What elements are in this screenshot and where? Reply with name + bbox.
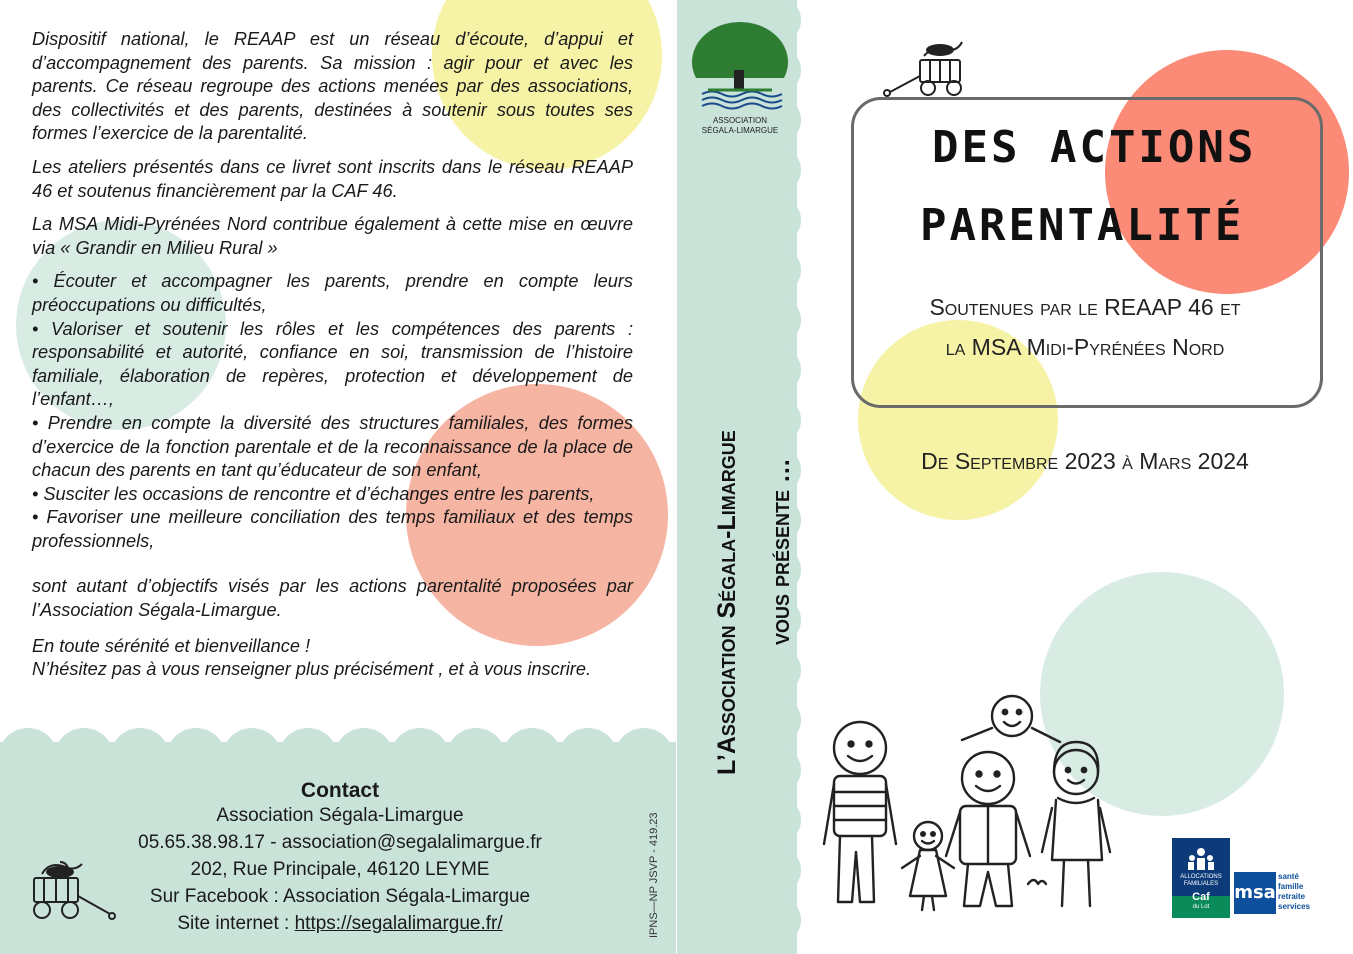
list-item: • Prendre en compte la diversité des structures familiales, des formes d’exercice de la fonction parentale et de la reconnaissance de la place de chacun des parents en tant qu’éducateur de son enfant,	[32, 412, 633, 481]
spine-title-line-2: vous présente …	[767, 458, 795, 645]
logo-text-line-2: SÉGALA-LIMARGUE	[701, 126, 779, 135]
caf-line-1: ALLOCATIONS	[1180, 874, 1222, 880]
closing-line-1: En toute sérénité et bienveillance !	[32, 635, 311, 656]
spine-title	[700, 430, 808, 775]
cover-title-line-2: PARENTALITÉ	[920, 200, 1245, 251]
list-item: • Écouter et accompagner les parents, prendre en compte leurs préoccupations ou difficultés,	[32, 271, 633, 315]
contact-block	[100, 780, 580, 937]
msa-tag-4: services	[1278, 902, 1311, 911]
caf-logo-text	[1172, 874, 1230, 911]
dog-wagon-top-icon	[880, 36, 976, 100]
paragraph-reaap: Dispositif national, le REAAP est un réseau d’écoute, d’appui et d’accompagnement des parents. Sa mission : agir pour et avec les parents. Ce réseau regroupe des actions menées par des associations, des collectivités et des parents, destinées à soutenir sous toutes ses formes l’exercice de la parentalité.	[32, 29, 633, 144]
scallop-edge	[0, 718, 676, 758]
contact-website	[100, 910, 580, 937]
website-label: Site internet :	[177, 913, 295, 934]
list-item: • Valoriser et soutenir les rôles et les compétences des parents : responsabilité et autorité, confiance en soi, transmission de l’histoire familiale, élaboration de repères, protection et développement de l’enfant…,	[32, 318, 633, 410]
cover-dates: De Septembre 2023 à Mars 2024	[921, 448, 1249, 474]
caf-line-2: FAMILIALES	[1183, 881, 1219, 887]
spine-title-line-1: L’Association Ségala-Limargue	[713, 430, 741, 775]
msa-tag-1: santé	[1278, 872, 1299, 881]
objectives-list	[32, 270, 633, 553]
association-logo-text	[690, 116, 790, 136]
msa-tagline	[1278, 872, 1328, 912]
family-illustration	[820, 688, 1120, 916]
contact-title: Contact	[300, 779, 380, 802]
dog-wagon-icon	[24, 860, 120, 924]
list-item: • Favoriser une meilleure conciliation des temps familiaux et des temps professionnels,	[32, 507, 633, 551]
left-panel-text	[32, 28, 633, 692]
logo-text-line-1: ASSOCIATION	[712, 116, 768, 125]
paragraph-closing: sont autant d’objectifs visés par les actions parentalité proposées par l’Association Ségala-Limargue.	[32, 576, 633, 621]
association-logo	[690, 20, 790, 116]
cover-title-line-1: DES ACTIONS	[932, 122, 1257, 173]
caf-sub: du Lot	[1192, 904, 1210, 910]
msa-tag-3: retraite	[1278, 892, 1306, 901]
website-link[interactable]: https://segalalimargue.fr/	[294, 913, 503, 934]
msa-logo: msa	[1234, 872, 1276, 914]
paragraph-ateliers: Les ateliers présentés dans ce livret sont inscrits dans le réseau REAAP 46 et soutenus financièrement par la CAF 46.	[32, 156, 633, 201]
contact-name: Association Ségala-Limargue	[216, 805, 464, 826]
paragraph-msa: La MSA Midi-Pyrénées Nord contribue également à cette mise en œuvre via « Grandir en Milieu Rural »	[32, 214, 633, 258]
caf-name: Caf	[1192, 891, 1210, 903]
closing-line-2: N’hésitez pas à vous renseigner plus précisément , et à vous inscrire.	[32, 659, 592, 680]
contact-facebook: Sur Facebook : Association Ségala-Limargue	[149, 886, 531, 907]
contact-address: 202, Rue Principale, 46120 LEYME	[190, 859, 490, 880]
cover-subtitle-line-1: Soutenues par le REAAP 46 et	[929, 294, 1241, 320]
list-item: • Susciter les occasions de rencontre et d’échanges entre les parents,	[32, 483, 595, 504]
cover-subtitle-line-2: la MSA Midi-Pyrénées Nord	[945, 334, 1225, 360]
contact-phone-email: 05.65.38.98.17 - association@segalalimargue.fr	[138, 832, 542, 853]
legal-mention: IPNS—NP JSVP - 419.23	[648, 812, 660, 938]
msa-tag-2: famille	[1278, 882, 1304, 891]
